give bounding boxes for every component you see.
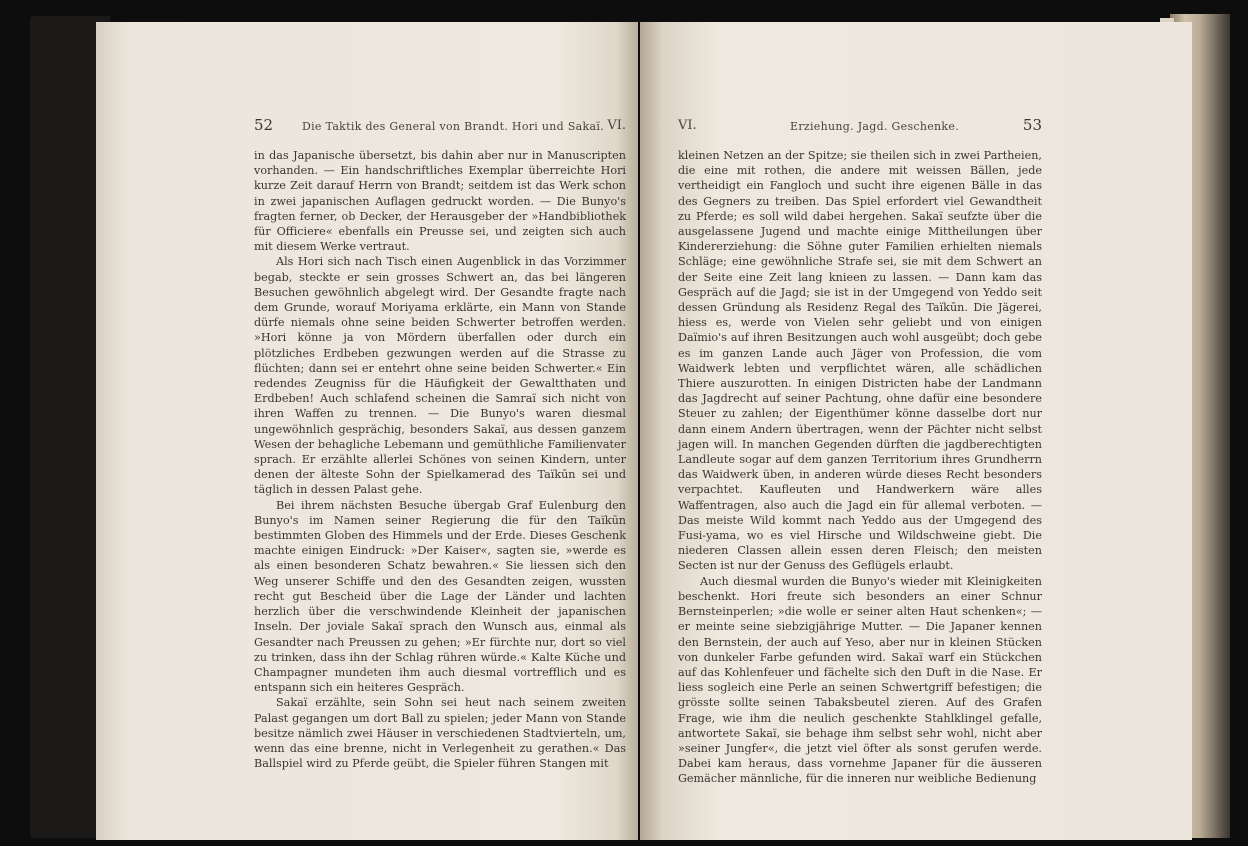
paragraph: Als Hori sich nach Tisch einen Augenblick in das Vorzimmer begab, steckte er sein grosses Schwert an, das bei längeren Besuchen gewöhnlich abgelegt wird. Der Gesandte fragte nach dem Grunde, worauf Moriyama erklärte, ein Mann von Stande dürfe niemals ohne seine beiden Schwerter betroffen werden. »Hori könne ja von Mördern überfallen oder durch ein plötzliches Erdbeben gezwungen werden auf die Strasse zu flüchten; dann sei er entehrt ohne seine beiden Schwerter.« Ein redendes Zeugniss für die Häufigkeit der Gewaltthaten und Erdbeben! Auch schlafend scheinen die Samraï sich nicht von ihren Waffen zu trennen. — Die Bunyo's waren diesmal ungewöhnlich gesprächig, besonders Sakaï, aus dessen ganzem Wesen der behagliche Lebemann und gemüthliche Familienvater sprach. Er erzählte allerlei Schönes von seinen Kindern, unter denen der älteste Sohn der Spielkamerad des Taïkūn sei und täglich in dessen Palast gehe.	[254, 255, 626, 497]
right-page	[640, 22, 1192, 840]
right-section-number: VI.	[678, 118, 697, 133]
left-running-title: Die Taktik des General von Brandt. Hori und Sakaï.	[302, 120, 604, 133]
paragraph: Bei ihrem nächsten Besuche übergab Graf Eulenburg den Bunyo's im Namen seiner Regierung die für den Taïkūn bestimmten Globen des Himmels und der Erde. Dieses Geschenk machte einigen Eindruck: »Der Kaiser«, sagten sie, »werde es als einen besonderen Schatz bewahren.« Sie liessen sich den Weg unserer Schiffe und den des Gesandten zeigen, wussten recht gut Bescheid über die Lage der Länder und lachten herzlich über die verschwindende Kleinheit der japanischen Inseln. Der joviale Sakaï sprach den Wunsch aus, einmal als Gesandter nach Preussen zu gehen; »Er fürchte nur, dort so viel zu trinken, dass ihn der Schlag rühren würde.« Kalte Küche und Champagner mundeten ihm auch diesmal vortrefflich und es entspann sich ein heiteres Gespräch.	[254, 498, 626, 695]
paragraph: Sakaï erzählte, sein Sohn sei heut nach seinem zweiten Palast gegangen um dort Ball zu spielen; jeder Mann von Stande besitze nämlich zwei Häuser in verschiedenen Stadtvierteln, um, wenn das eine brenne, nicht in Verlegenheit zu gerathen.« Das Ballspiel wird zu Pferde geübt, die Spieler führen Stangen mit	[254, 696, 626, 771]
open-book	[30, 8, 1230, 838]
left-page	[96, 22, 638, 840]
right-running-title: Erziehung. Jagd. Geschenke.	[790, 120, 959, 133]
paragraph: kleinen Netzen an der Spitze; sie theilen sich in zwei Partheien, die eine mit rothen, die andere mit weissen Bällen, jede vertheidigt ein Fangloch und sucht ihre eigenen Bälle in das des Gegners zu treiben. Das Spiel erfordert viel Gewandtheit zu Pferde; es soll wild dabei hergehen. Sakaï seufzte über die ausgelassene Jugend und machte einige Mittheilungen über Kindererziehung: die Söhne guter Familien erhielten niemals Schläge; eine gewöhnliche Strafe sei, sie mit dem Schwert an der Seite eine Zeit lang knieen zu lassen. — Dann kam das Gespräch auf die Jagd; sie ist in der Umgegend von Yeddo seit dessen Gründung als Residenz Regal des Taïkūn. Die Jägerei, hiess es, werde von Vielen sehr geliebt und von einigen Daïmio's auf ihren Besitzungen auch wohl ausgeübt; doch gebe es im ganzen Lande auch Jäger von Profession, die vom Waidwerk lebten und verpflichtet wären, alle schädlichen Thiere auszurotten. In einigen Districten habe der Landmann das Jagdrecht auf seiner Pachtung, ohne dafür eine besondere Steuer zu zahlen; der Eigenthümer könne dasselbe dort nur dann einem Andern übertragen, wenn der Pächter nicht selbst jagen will. In manchen Gegenden dürften die jagdberechtigten Landleute sogar auf dem ganzen Territorium ihres Grundherrn das Waidwerk üben, in anderen würde dieses Recht besonders verpachtet. Kaufleuten und Handwerkern wäre alles Waffentragen, also auch die Jagd ein für allemal verboten. — Das meiste Wild kommt nach Yeddo aus der Umgegend des Fusi-yama, wo es viel Hirsche und Wildschweine giebt. Die niederen Classen allein essen deren Fleisch; den meisten Secten ist nur der Genuss des Geflügels erlaubt.	[678, 149, 1042, 573]
paragraph: in das Japanische übersetzt, bis dahin aber nur in Manuscripten vorhanden. — Ein handschriftliches Exemplar überreichte Hori kurze Zeit darauf Herrn von Brandt; seitdem ist das Werk schon in zwei japanischen Auflagen gedruckt worden. — Die Bunyo's fragten ferner, ob Decker, der Herausgeber der »Handbibliothek für Officiere« ebenfalls ein Preusse sei, und zeigten sich auch mit diesem Werke vertraut.	[254, 149, 626, 254]
left-page-number: 52	[254, 116, 274, 134]
left-section-number: VI.	[607, 118, 626, 133]
paragraph: Auch diesmal wurden die Bunyo's wieder mit Kleinigkeiten beschenkt. Hori freute sich besonders an einer Schnur Bernsteinperlen; »die wolle er seiner alten Haut schenken«; — er meinte seine siebzigjährige Mutter. — Die Japaner kennen den Bernstein, der auch auf Yeso, aber nur in kleinen Stücken von dunkeler Farbe gefunden wird. Sakaï warf ein Stückchen auf das Kohlenfeuer und fächelte sich den Duft in die Nase. Er liess sogleich eine Perle an seinen Schwertgriff befestigen; die grösste sollte seinen Tabaksbeutel zieren. Auf des Grafen Frage, wie ihm die neulich geschenkte Stahlklingel gefalle, antwortete Sakaï, sie behage ihm selbst sehr wohl, nicht aber »seiner Jungfer«, die jetzt viel öfter als sonst gerufen werde. Dabei kam heraus, dass vornehme Japaner für die äusseren Gemächer männliche, für die inneren nur weibliche Bedienung	[678, 574, 1042, 786]
left-body-text	[254, 148, 626, 771]
right-page-number: 53	[1022, 116, 1042, 134]
right-body-text	[678, 148, 1042, 787]
